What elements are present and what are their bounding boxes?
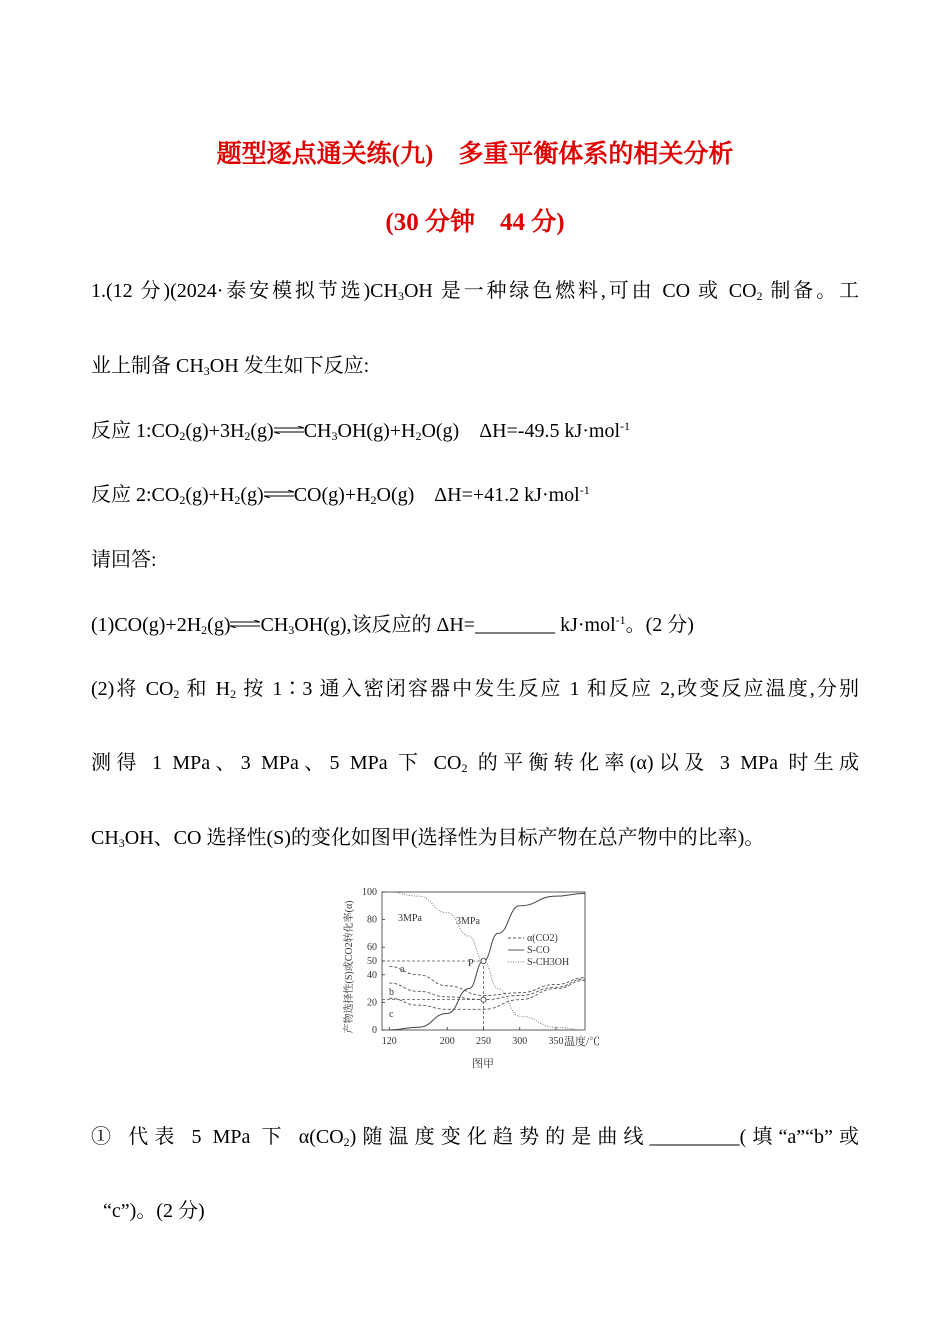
x-tick-label-2: 250	[476, 1036, 491, 1047]
label-curve-c: c	[389, 1009, 394, 1020]
reaction-2: 反应 $2:CO_2(g)+H_2(g)$ $CO(g)+H_2O(g)$ ΔH=+41.2 kJ·mol$^{-1}$	[91, 483, 590, 507]
y-axis-label: 产物选择性(S)或CO2转化率(α)	[344, 900, 355, 1034]
chart-caption: 图甲	[472, 1058, 494, 1070]
point-q-marker	[481, 997, 486, 1002]
legend-alpha: α(CO2)	[527, 933, 558, 944]
sub-question-1-line2: “c”)。(2 分)	[103, 1200, 205, 1222]
page-title: 题型逐点通关练(九) 多重平衡体系的相关分析	[216, 141, 734, 168]
label-curve-b: b	[389, 987, 394, 998]
part-2-line1: (2)将 $CO_2$ 和 $H_2$ 按 1∶3 通入密闭容器中发生反应 1 和反应 2,改变反应温度,分别	[91, 678, 859, 701]
page-subtitle: (30 分钟 44 分)	[385, 209, 565, 236]
legend-sco: S-CO	[527, 945, 550, 956]
point-p-marker	[481, 958, 486, 963]
label-point-p: P	[468, 958, 474, 969]
x-tick-label-4: 350	[548, 1036, 564, 1047]
sub-question-1: ① 代表 5 MPa 下 $\alpha(CO_2)$随温度变化趋势的是曲线_________(填“a”“b”或	[91, 1126, 859, 1149]
y-tick-label-4: 80	[367, 914, 377, 926]
part-2-line2: 测得 1 MPa、3 MPa、5 MPa 下 $CO_2$ 的平衡转化率(α)以及 3 MPa 时生成	[91, 752, 859, 775]
part-2-line3: $CH_3OH$、CO 选择性(S)的变化如图甲(选择性为目标产物在总产物中的比率)。	[91, 827, 765, 850]
please-answer: 请回答:	[91, 549, 157, 571]
y-tick-label-0: 0	[372, 1025, 377, 1036]
question-1-intro-line2: 业上制备 $CH_3OH$ 发生如下反应:	[91, 355, 370, 378]
equilibrium-arrow-icon	[274, 426, 304, 434]
reaction-1: 反应 $1:CO_2(g)+3H_2(g)$ $CH_3OH(g)+H_2O(g)$ ΔH=-49.5 kJ·mol$^{-1}$	[91, 419, 631, 443]
y-tick-label-2: 40	[367, 969, 377, 981]
figure-chart	[338, 872, 618, 1077]
y-tick-label-5: 100	[362, 887, 377, 898]
x-tick-label-0: 120	[381, 1036, 397, 1047]
x-tick-label-1: 200	[439, 1036, 455, 1047]
legend-sch3oh: S-CH3OH	[527, 957, 570, 968]
chart-svg	[338, 872, 618, 1077]
x-axis-label: 温度/℃	[564, 1036, 601, 1048]
label-curve-a: a	[400, 964, 405, 975]
x-tick-label-3: 300	[512, 1036, 528, 1047]
label-3mpa-right: 3MPa	[456, 916, 480, 927]
y-tick-label-6: 50	[367, 956, 377, 967]
series-c	[389, 980, 585, 1009]
equilibrium-arrow-icon	[264, 490, 294, 498]
part-1: $(1)CO(g)+2H_2(g)$ $CH_3OH(g)$,该反应的 ΔH=________ kJ·mol$^{-1}$。(2 分)	[91, 613, 694, 637]
question-1-intro: 1.(12 分)(2024·泰安模拟节选)$CH_3OH$ 是一种绿色燃料,可由 CO 或 $CO_2$ 制备。工	[91, 280, 860, 303]
series-b	[389, 979, 585, 1000]
y-tick-label-3: 60	[367, 942, 377, 954]
label-3mpa-left: 3MPa	[398, 913, 422, 924]
y-tick-label-1: 20	[367, 997, 377, 1009]
equilibrium-arrow-icon	[230, 620, 260, 628]
legend	[508, 933, 569, 968]
